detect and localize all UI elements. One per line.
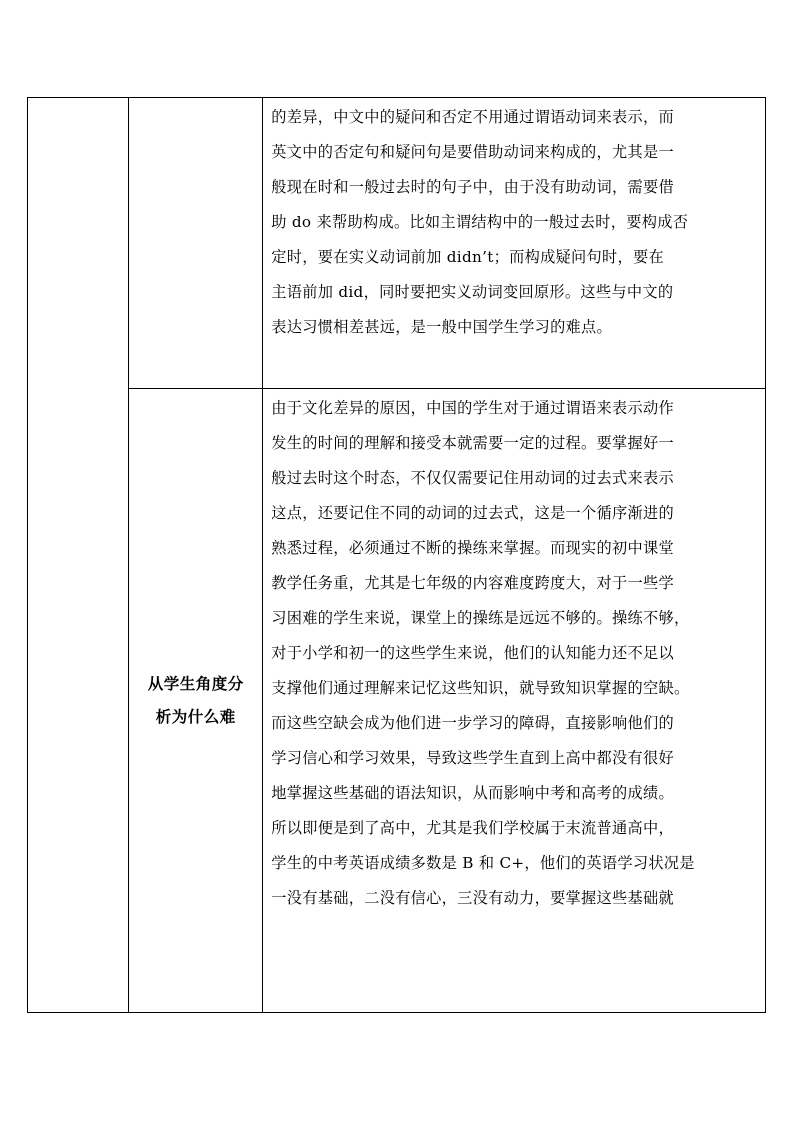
text-line: 而这些空缺会成为他们进一步学习的障碍，直接影响他们的 [271, 714, 674, 733]
text-line: 般现在时和一般过去时的句子中，由于没有助动词，需要借 [271, 178, 674, 196]
text-line: 由于文化差异的原因，中国的学生对于通过谓语来表示动作 [271, 399, 674, 418]
text-line: 学习信心和学习效果，导致这些学生直到上高中都没有很好 [271, 749, 674, 768]
text-line: 支撑他们通过理解来记忆这些知识，就导致知识掌握的空缺。 [271, 679, 690, 698]
text-line: 表达习惯相差甚远，是一般中国学生学习的难点。 [271, 318, 613, 336]
text-line: 一没有基础，二没有信心，三没有动力，要掌握这些基础就 [271, 889, 674, 908]
text-line: 助 do 来帮助构成。比如主谓结构中的一般过去时，要构成否 [271, 213, 689, 231]
student-perspective-text-cell [263, 389, 766, 1013]
text-line: 主语前加 did，同时要把实义动词变回原形。这些与中文的 [271, 283, 674, 301]
analysis-table [27, 97, 766, 1013]
difference-paragraph [271, 98, 759, 345]
student-perspective-label [129, 389, 263, 1013]
text-line: 对于小学和初一的这些学生来说，他们的认知能力还不足以 [271, 644, 674, 663]
text-line: 地掌握这些基础的语法知识，从而影响中考和高考的成绩。 [271, 784, 674, 803]
text-line: 学生的中考英语成绩多数是 B 和 C+，他们的英语学习状况是 [271, 854, 695, 873]
text-line: 习困难的学生来说，课堂上的操练是远远不够的。操练不够， [271, 609, 690, 628]
label-line: 析为什么难 [155, 707, 236, 726]
empty-label-cell [129, 98, 263, 389]
text-line: 般过去时这个时态，不仅仅需要记住用动词的过去式来表示 [271, 469, 674, 488]
text-line: 英文中的否定句和疑问句是要借助动词来构成的，尤其是一 [271, 143, 674, 161]
text-line: 发生的时间的理解和接受本就需要一定的过程。要掌握好一 [271, 434, 674, 453]
text-line: 熟悉过程，必须通过不断的操练来掌握。而现实的初中课堂 [271, 539, 674, 558]
text-line: 所以即便是到了高中，尤其是我们学校属于末流普通高中， [271, 819, 674, 838]
table-row-student-perspective [28, 389, 766, 1013]
merged-first-column-cell [28, 98, 129, 1013]
table-row-difference [28, 98, 766, 389]
difference-text-cell [263, 98, 766, 389]
text-line: 定时，要在实义动词前加 didn’t；而构成疑问句时，要在 [271, 248, 664, 266]
student-perspective-paragraph [271, 389, 759, 916]
text-line: 这点，还要记住不同的动词的过去式，这是一个循序渐进的 [271, 504, 674, 523]
label-line: 从学生角度分 [147, 674, 244, 693]
text-line: 的差异，中文中的疑问和否定不用通过谓语动词来表示，而 [271, 108, 674, 126]
text-line: 教学任务重，尤其是七年级的内容难度跨度大，对于一些学 [271, 574, 674, 593]
